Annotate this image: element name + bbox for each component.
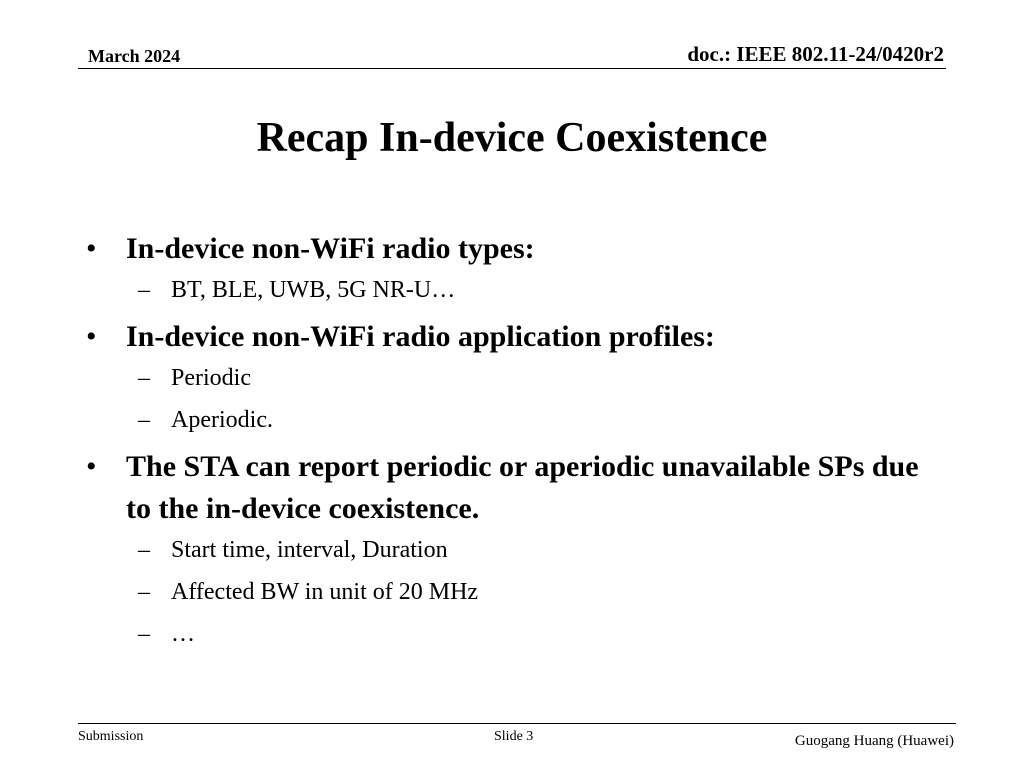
sub-bullet-item: [84, 534, 944, 566]
footer-divider: [78, 723, 956, 724]
slide-body: [84, 228, 944, 660]
footer-author: Guogang Huang (Huawei): [794, 733, 954, 749]
bullet-item: [84, 316, 944, 358]
dash-icon: –: [138, 537, 150, 563]
header-doc-id: doc.: IEEE 802.11-24/0420r2: [687, 42, 944, 66]
sub-bullet-text: Affected BW in unit of 20 MHz: [171, 579, 479, 605]
header-date: March 2024: [88, 46, 181, 66]
sub-bullet-item: [84, 274, 944, 306]
bullet-icon: •: [86, 450, 97, 483]
bullet-icon: •: [86, 232, 97, 265]
bullet-text: In-device non-WiFi radio application profiles:: [126, 320, 715, 353]
sub-bullet-text: Periodic: [171, 365, 251, 391]
dash-icon: –: [138, 407, 150, 433]
bullet-item: [84, 446, 944, 530]
dash-icon: –: [138, 277, 150, 303]
dash-icon: –: [138, 621, 150, 647]
footer-slide-number: Slide 3: [494, 729, 534, 744]
footer-submission: Submission: [78, 729, 144, 744]
sub-bullet-text: Aperiodic.: [171, 407, 273, 433]
bullet-text: The STA can report periodic or aperiodic unavailable SPs due to the in-device coexistence.: [126, 450, 919, 525]
sub-bullet-text: …: [171, 621, 195, 647]
bullet-text: In-device non-WiFi radio types:: [126, 232, 535, 265]
bullet-icon: •: [86, 320, 97, 353]
sub-bullet-text: Start time, interval, Duration: [171, 537, 448, 563]
sub-bullet-text: BT, BLE, UWB, 5G NR-U…: [171, 277, 456, 303]
slide-title: Recap In-device Coexistence: [256, 115, 768, 161]
dash-icon: –: [138, 365, 150, 391]
sub-bullet-item: [84, 576, 944, 608]
sub-bullet-item: [84, 362, 944, 394]
bullet-item: [84, 228, 944, 270]
header-divider: [78, 68, 946, 69]
sub-bullet-item: [84, 618, 944, 650]
sub-bullet-item: [84, 404, 944, 436]
dash-icon: –: [138, 579, 150, 605]
